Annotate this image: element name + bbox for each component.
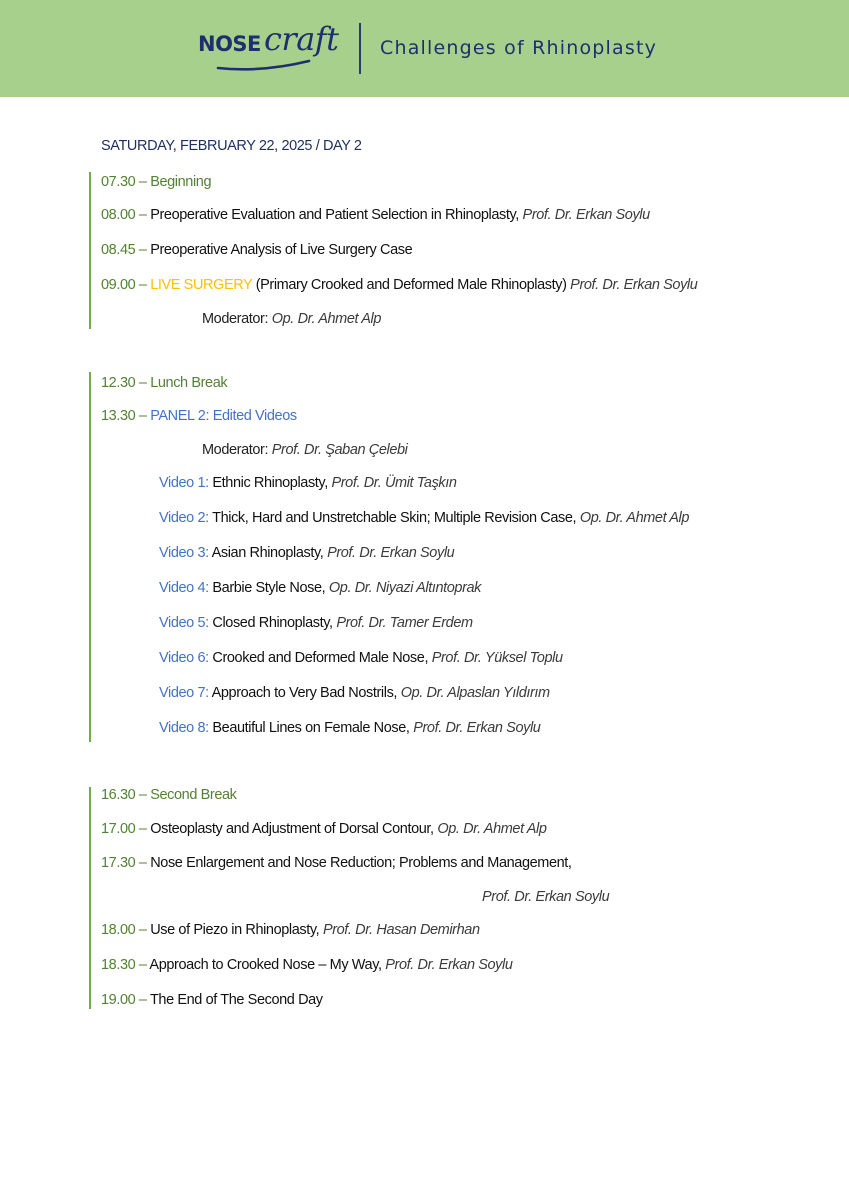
item-speaker: Op. Dr. Ahmet Alp — [437, 821, 547, 837]
video-label: Video 2: — [159, 510, 209, 526]
schedule-item-0900 — [101, 276, 697, 294]
schedule-item-1800 — [101, 921, 480, 939]
day-heading: SATURDAY, FEBRUARY 22, 2025 / DAY 2 — [101, 138, 362, 154]
video-label: Video 8: — [159, 720, 209, 736]
item-time: 19.00 – — [101, 992, 150, 1008]
item-time: 08.00 – — [101, 207, 151, 223]
schedule-item-0730 — [101, 173, 211, 191]
session-2-rail — [89, 372, 91, 742]
item-title: (Primary Crooked and Deformed Male Rhinoplasty) — [255, 277, 567, 293]
video-label: Video 7: — [159, 685, 209, 701]
schedule-item-1730-speaker — [482, 888, 609, 906]
schedule-item-1830 — [101, 956, 513, 974]
item-text: 12.30 – Lunch Break — [101, 375, 228, 391]
page-header — [0, 0, 849, 97]
moderator-name: Prof. Dr. Şaban Çelebi — [271, 442, 408, 458]
item-time: 18.00 – — [101, 922, 151, 938]
video-item-7 — [159, 684, 550, 702]
header-title: Challenges of Rhinoplasty — [380, 37, 658, 59]
item-time: 17.00 – — [101, 821, 151, 837]
video-title: Ethnic Rhinoplasty, — [212, 475, 328, 491]
video-speaker: Op. Dr. Niyazi Altıntoprak — [328, 580, 482, 596]
schedule-item-1330 — [101, 407, 297, 425]
header-divider — [359, 23, 361, 74]
video-title: Approach to Very Bad Nostrils, — [211, 685, 398, 701]
video-item-2 — [159, 509, 689, 527]
schedule-item-1230 — [101, 374, 227, 392]
video-speaker: Prof. Dr. Ümit Taşkın — [331, 475, 457, 491]
video-title: Beautiful Lines on Female Nose, — [212, 720, 410, 736]
moderator-label: Moderator: — [202, 311, 269, 327]
video-speaker: Prof. Dr. Yüksel Toplu — [431, 650, 563, 666]
moderator-line-2 — [202, 441, 408, 459]
video-item-6 — [159, 649, 563, 667]
video-label: Video 3: — [159, 545, 209, 561]
video-speaker: Prof. Dr. Erkan Soylu — [327, 545, 455, 561]
item-title: PANEL 2: Edited Videos — [150, 408, 297, 424]
video-speaker: Op. Dr. Ahmet Alp — [579, 510, 690, 526]
video-label: Video 5: — [159, 615, 209, 631]
item-text: 07.30 – Beginning — [101, 174, 212, 190]
session-1-rail — [89, 172, 91, 329]
video-label: Video 6: — [159, 650, 209, 666]
item-time: 08.45 – — [101, 242, 151, 258]
item-time: 18.30 – — [101, 957, 150, 973]
item-text: 16.30 – Second Break — [101, 787, 237, 803]
item-time: 09.00 – — [101, 277, 151, 293]
video-item-5 — [159, 614, 473, 632]
item-speaker: Prof. Dr. Hasan Demirhan — [322, 922, 480, 938]
video-item-4 — [159, 579, 481, 597]
session-3-rail — [89, 787, 91, 1009]
logo-bold-text: NOSE — [198, 32, 261, 56]
item-title: Nose Enlargement and Nose Reduction; Problems and Management, — [150, 855, 572, 871]
logo-script-text: craft — [264, 20, 339, 58]
item-title: The End of The Second Day — [149, 992, 323, 1008]
item-speaker: Prof. Dr. Erkan Soylu — [522, 207, 650, 223]
logo-swoosh-icon — [216, 58, 312, 72]
nosecraft-logo — [198, 22, 348, 74]
item-time: 17.30 – — [101, 855, 151, 871]
item-title: Use of Piezo in Rhinoplasty, — [150, 922, 320, 938]
video-title: Closed Rhinoplasty, — [212, 615, 333, 631]
video-title: Thick, Hard and Unstretchable Skin; Multiple Revision Case, — [212, 510, 577, 526]
video-item-1 — [159, 474, 457, 492]
item-title: Preoperative Evaluation and Patient Selection in Rhinoplasty, — [150, 207, 519, 223]
video-label: Video 4: — [159, 580, 209, 596]
moderator-label: Moderator: — [202, 442, 269, 458]
schedule-item-1700 — [101, 820, 547, 838]
schedule-item-0800 — [101, 206, 650, 224]
item-title: Osteoplasty and Adjustment of Dorsal Contour, — [150, 821, 434, 837]
video-speaker: Prof. Dr. Erkan Soylu — [413, 720, 541, 736]
schedule-item-1900 — [101, 991, 323, 1009]
video-item-8 — [159, 719, 540, 737]
schedule-item-1730 — [101, 854, 572, 872]
video-label: Video 1: — [159, 475, 209, 491]
video-title: Barbie Style Nose, — [212, 580, 326, 596]
video-title: Asian Rhinoplasty, — [211, 545, 324, 561]
item-title: Preoperative Analysis of Live Surgery Case — [150, 242, 413, 258]
item-speaker: Prof. Dr. Erkan Soylu — [570, 277, 698, 293]
video-speaker: Prof. Dr. Tamer Erdem — [336, 615, 473, 631]
moderator-name: Op. Dr. Ahmet Alp — [271, 311, 382, 327]
schedule-item-0845 — [101, 241, 412, 259]
video-title: Crooked and Deformed Male Nose, — [212, 650, 429, 666]
video-item-3 — [159, 544, 454, 562]
live-surgery-label: LIVE SURGERY — [150, 277, 253, 293]
item-speaker: Prof. Dr. Erkan Soylu — [482, 889, 610, 905]
item-speaker: Prof. Dr. Erkan Soylu — [385, 957, 513, 973]
schedule-item-1630 — [101, 786, 237, 804]
item-title: Approach to Crooked Nose – My Way, — [149, 957, 382, 973]
item-time: 13.30 – — [101, 408, 151, 424]
video-speaker: Op. Dr. Alpaslan Yıldırım — [400, 685, 550, 701]
moderator-line-1 — [202, 310, 381, 328]
